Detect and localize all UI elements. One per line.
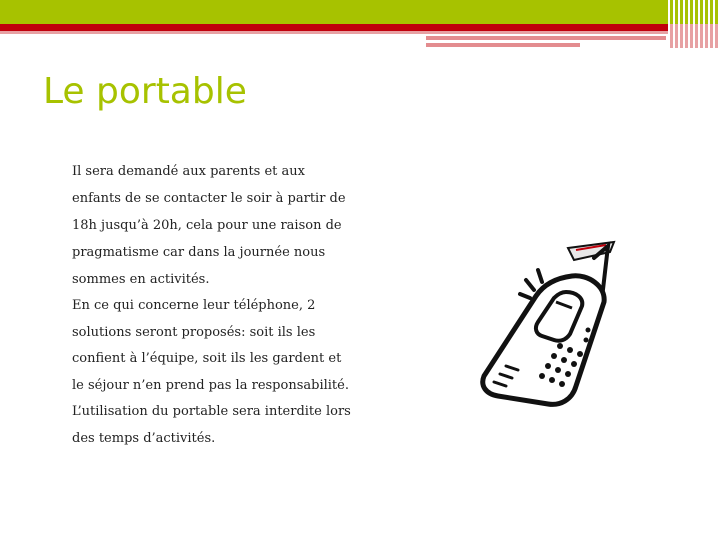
paragraph-phone-policy [72, 293, 372, 452]
text-line: L’utilisation du portable sera interdite lors [72, 404, 351, 419]
text-line: confient à l’équipe, soit ils les gardent et [72, 351, 342, 366]
accent-line-short [426, 43, 580, 47]
text-line: pragmatisme car dans la journée nous [72, 245, 326, 260]
slide-title: Le portable [43, 71, 247, 112]
text-line: des temps d’activités. [72, 430, 216, 446]
top-bar-pink [0, 31, 720, 34]
mobile-phone-icon [476, 236, 620, 410]
text-line: Il sera demandé aux parents et aux [72, 164, 305, 179]
text-line: 18h jusqu’à 20h, cela pour une raison de [72, 218, 342, 233]
paragraph-contact-hours [72, 158, 372, 293]
slide-body [72, 158, 372, 452]
top-bar-red [0, 24, 720, 31]
text-line: solutions seront proposés: soit ils les [72, 324, 316, 340]
striped-corner-top [668, 0, 720, 24]
text-line: En ce qui concerne leur téléphone, 2 [72, 298, 316, 313]
text-line: enfants de se contacter le soir à partir de [72, 191, 346, 206]
top-bar-green [0, 0, 720, 24]
text-line: sommes en activités. [72, 272, 210, 287]
accent-line-long [426, 36, 666, 40]
text-line: le séjour n’en prend pas la responsabilité. [72, 377, 349, 393]
